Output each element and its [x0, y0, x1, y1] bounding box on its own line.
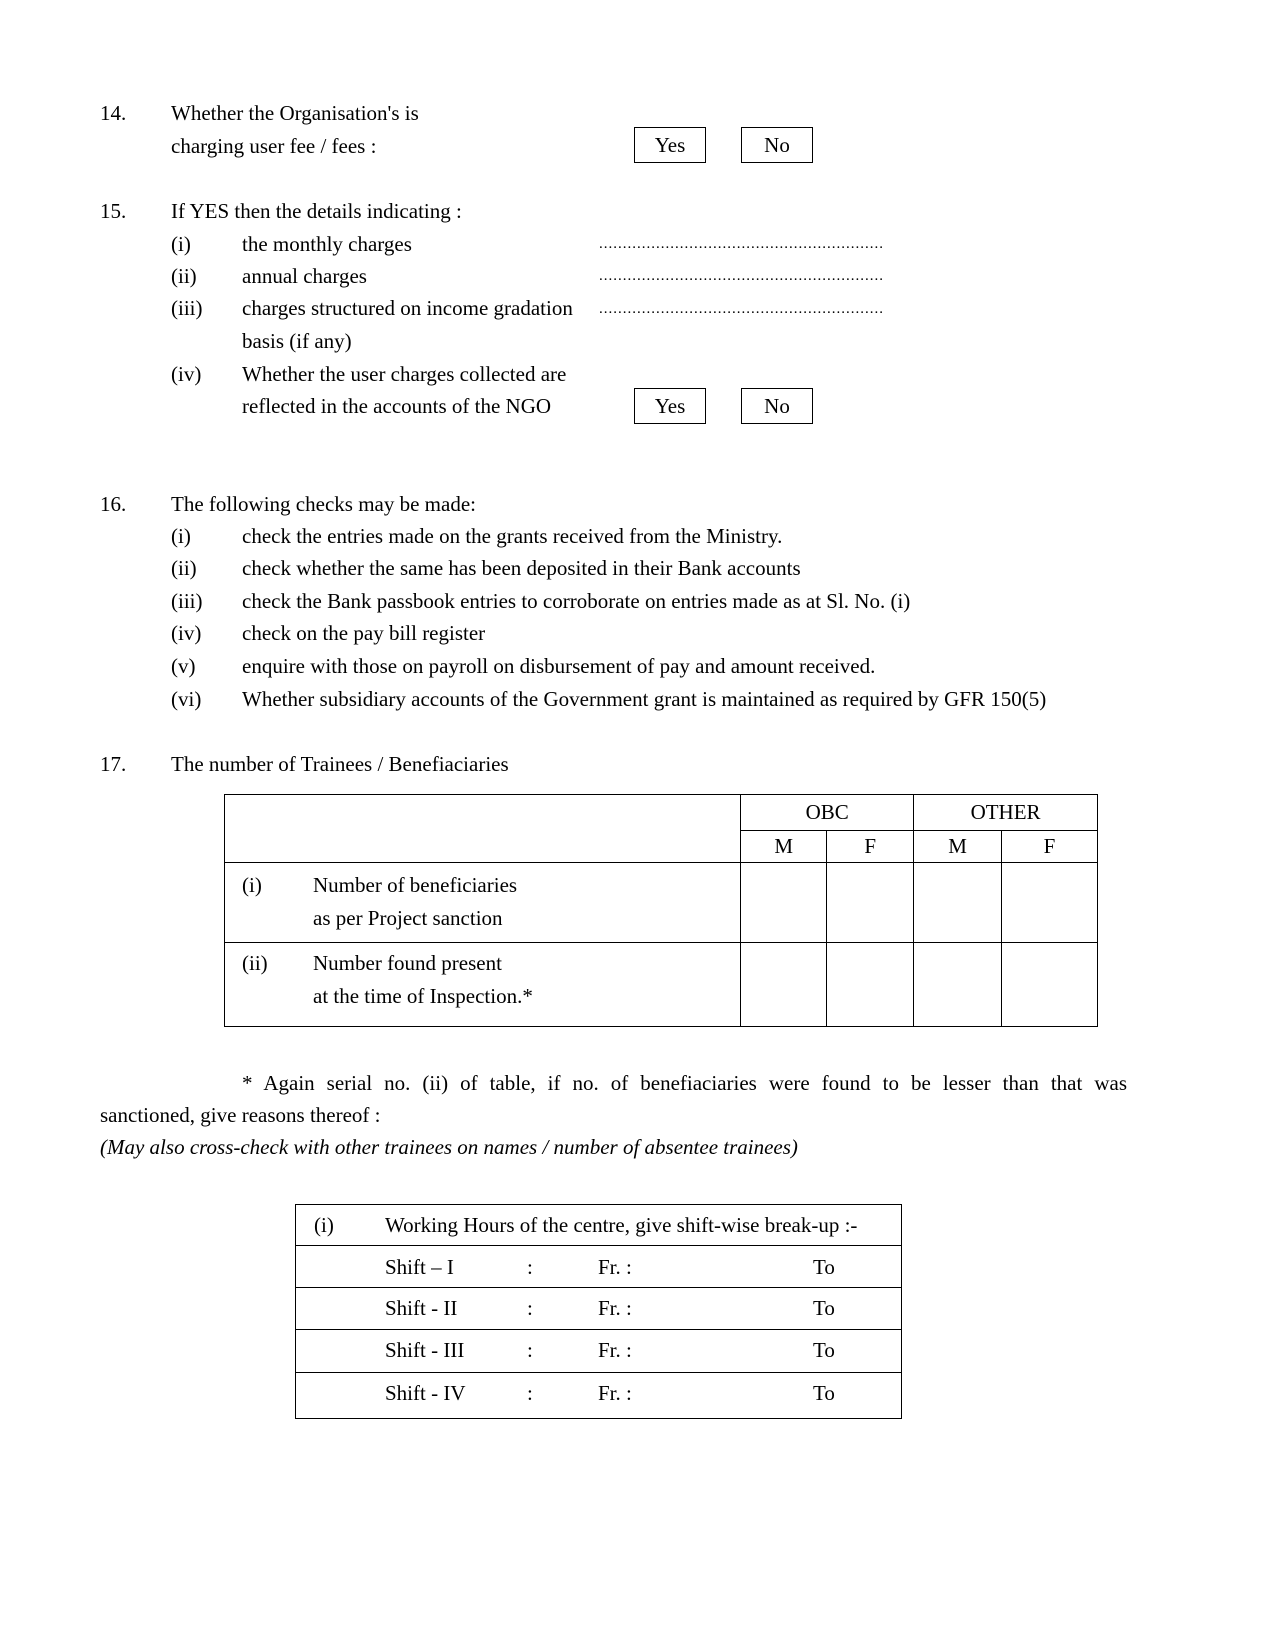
f-label: F	[864, 834, 877, 858]
shift-row-cell	[296, 1373, 902, 1419]
table-row	[296, 1330, 902, 1373]
other-male-present-cell[interactable]	[914, 943, 1002, 1027]
q16-number: 16.	[100, 492, 127, 516]
obc-male-header	[741, 831, 827, 863]
q14-no-checkbox[interactable]	[741, 127, 813, 163]
obc-male-present-cell[interactable]	[741, 943, 827, 1027]
table-row	[296, 1288, 902, 1330]
q16-item-text: check the Bank passbook entries to corroborate on entries made as at Sl. No. (i)	[242, 589, 911, 613]
other-male-header	[914, 831, 1002, 863]
row-line2: as per Project sanction	[313, 906, 503, 930]
q16-item-num: (i)	[171, 524, 191, 548]
hours-num: (i)	[314, 1213, 334, 1237]
f-label: F	[1043, 834, 1056, 858]
shift-from-field[interactable]: Fr. :	[598, 1255, 632, 1279]
other-female-header	[1002, 831, 1098, 863]
table-row	[296, 1246, 902, 1288]
q15-monthly-charges-field[interactable]: ............................................................	[599, 236, 884, 252]
q15-yes-checkbox[interactable]	[634, 388, 706, 424]
row-line2: at the time of Inspection.*	[313, 984, 533, 1008]
table-header-blank	[225, 795, 741, 863]
other-label: OTHER	[970, 800, 1041, 824]
q15-yes-label: Yes	[654, 393, 686, 418]
q15-item-text: Whether the user charges collected are	[242, 362, 567, 386]
shift-label: Shift - III	[385, 1338, 465, 1362]
row-label-cell	[225, 943, 741, 1027]
beneficiaries-table	[224, 794, 1098, 1027]
q15-intro: If YES then the details indicating :	[171, 199, 462, 223]
q15-no-checkbox[interactable]	[741, 388, 813, 424]
q16-item-num: (v)	[171, 654, 196, 678]
q16-item-num: (iii)	[171, 589, 203, 613]
note-line3: (May also cross-check with other trainees on names / number of absentee trainees)	[100, 1135, 798, 1159]
q15-number: 15.	[100, 199, 127, 223]
shift-label: Shift - II	[385, 1296, 458, 1320]
shift-to-field[interactable]: To	[813, 1381, 835, 1405]
note-line1: * Again serial no. (ii) of table, if no. of benefiaciaries were found to be lesser than that was	[242, 1071, 1127, 1095]
hours-title: Working Hours of the centre, give shift-wise break-up :-	[385, 1213, 858, 1237]
shift-label: Shift – I	[385, 1255, 454, 1279]
obc-male-sanction-cell[interactable]	[741, 863, 827, 943]
shift-colon: :	[527, 1296, 533, 1320]
q15-item-text: annual charges	[242, 264, 367, 288]
q14-question-line2: charging user fee / fees :	[171, 134, 377, 158]
shift-from-field[interactable]: Fr. :	[598, 1381, 632, 1405]
q15-item-text-cont: basis (if any)	[242, 329, 352, 353]
m-label: M	[774, 834, 794, 858]
row-line1: Number found present	[313, 951, 502, 975]
table-header-obc	[741, 795, 914, 831]
obc-female-header	[827, 831, 914, 863]
q16-item-text: check on the pay bill register	[242, 621, 486, 645]
q16-item-text: check whether the same has been deposited in their Bank accounts	[242, 556, 801, 580]
q15-item-num: (iv)	[171, 362, 202, 386]
shift-row-cell	[296, 1330, 902, 1373]
other-female-sanction-cell[interactable]	[1002, 863, 1098, 943]
q14-yes-label: Yes	[654, 132, 686, 157]
q14-no-label: No	[764, 132, 790, 157]
shift-from-field[interactable]: Fr. :	[598, 1338, 632, 1362]
q16-item-num: (iv)	[171, 621, 202, 645]
q14-number: 14.	[100, 101, 127, 125]
other-female-present-cell[interactable]	[1002, 943, 1098, 1027]
table-header-other	[914, 795, 1098, 831]
table-row	[296, 1373, 902, 1419]
q15-income-gradation-field[interactable]: ............................................................	[599, 301, 884, 317]
q15-annual-charges-field[interactable]: ............................................................	[599, 268, 884, 284]
row-line1: Number of beneficiaries	[313, 873, 518, 897]
obc-female-present-cell[interactable]	[827, 943, 914, 1027]
q16-item-num: (vi)	[171, 687, 202, 711]
q15-no-label: No	[764, 393, 790, 418]
hours-title-cell	[296, 1205, 902, 1246]
table-row	[225, 863, 1098, 943]
q15-item-num: (ii)	[171, 264, 197, 288]
shift-colon: :	[527, 1381, 533, 1405]
working-hours-table	[295, 1204, 902, 1419]
obc-label: OBC	[805, 800, 849, 824]
q17-number: 17.	[100, 752, 127, 776]
q15-item-text: charges structured on income gradation	[242, 296, 573, 320]
q15-item-text-cont: reflected in the accounts of the NGO	[242, 394, 552, 418]
shift-to-field[interactable]: To	[813, 1255, 835, 1279]
q16-item-text: enquire with those on payroll on disbursement of pay and amount received.	[242, 654, 876, 678]
row-label-cell	[225, 863, 741, 943]
table-row	[225, 943, 1098, 1027]
q14-yes-checkbox[interactable]	[634, 127, 706, 163]
q15-item-num: (iii)	[171, 296, 203, 320]
q14-question-line1: Whether the Organisation's is	[171, 101, 419, 125]
q16-item-text: Whether subsidiary accounts of the Government grant is maintained as required by GFR 150(5)	[242, 687, 1047, 711]
other-male-sanction-cell[interactable]	[914, 863, 1002, 943]
m-label: M	[948, 834, 967, 858]
q15-item-text: the monthly charges	[242, 232, 412, 256]
shift-to-field[interactable]: To	[813, 1338, 835, 1362]
shift-row-cell	[296, 1288, 902, 1330]
note-line2: sanctioned, give reasons thereof :	[100, 1103, 381, 1127]
q15-item-num: (i)	[171, 232, 191, 256]
shift-row-cell	[296, 1246, 902, 1288]
shift-label: Shift - IV	[385, 1381, 466, 1405]
shift-colon: :	[527, 1338, 533, 1362]
q16-item-num: (ii)	[171, 556, 197, 580]
shift-colon: :	[527, 1255, 533, 1279]
q16-item-text: check the entries made on the grants received from the Ministry.	[242, 524, 783, 548]
shift-from-field[interactable]: Fr. :	[598, 1296, 632, 1320]
row-num: (i)	[242, 873, 262, 897]
shift-to-field[interactable]: To	[813, 1296, 835, 1320]
q17-intro: The number of Trainees / Benefiaciaries	[171, 752, 509, 776]
row-num: (ii)	[242, 951, 268, 975]
q16-intro: The following checks may be made:	[171, 492, 476, 516]
obc-female-sanction-cell[interactable]	[827, 863, 914, 943]
